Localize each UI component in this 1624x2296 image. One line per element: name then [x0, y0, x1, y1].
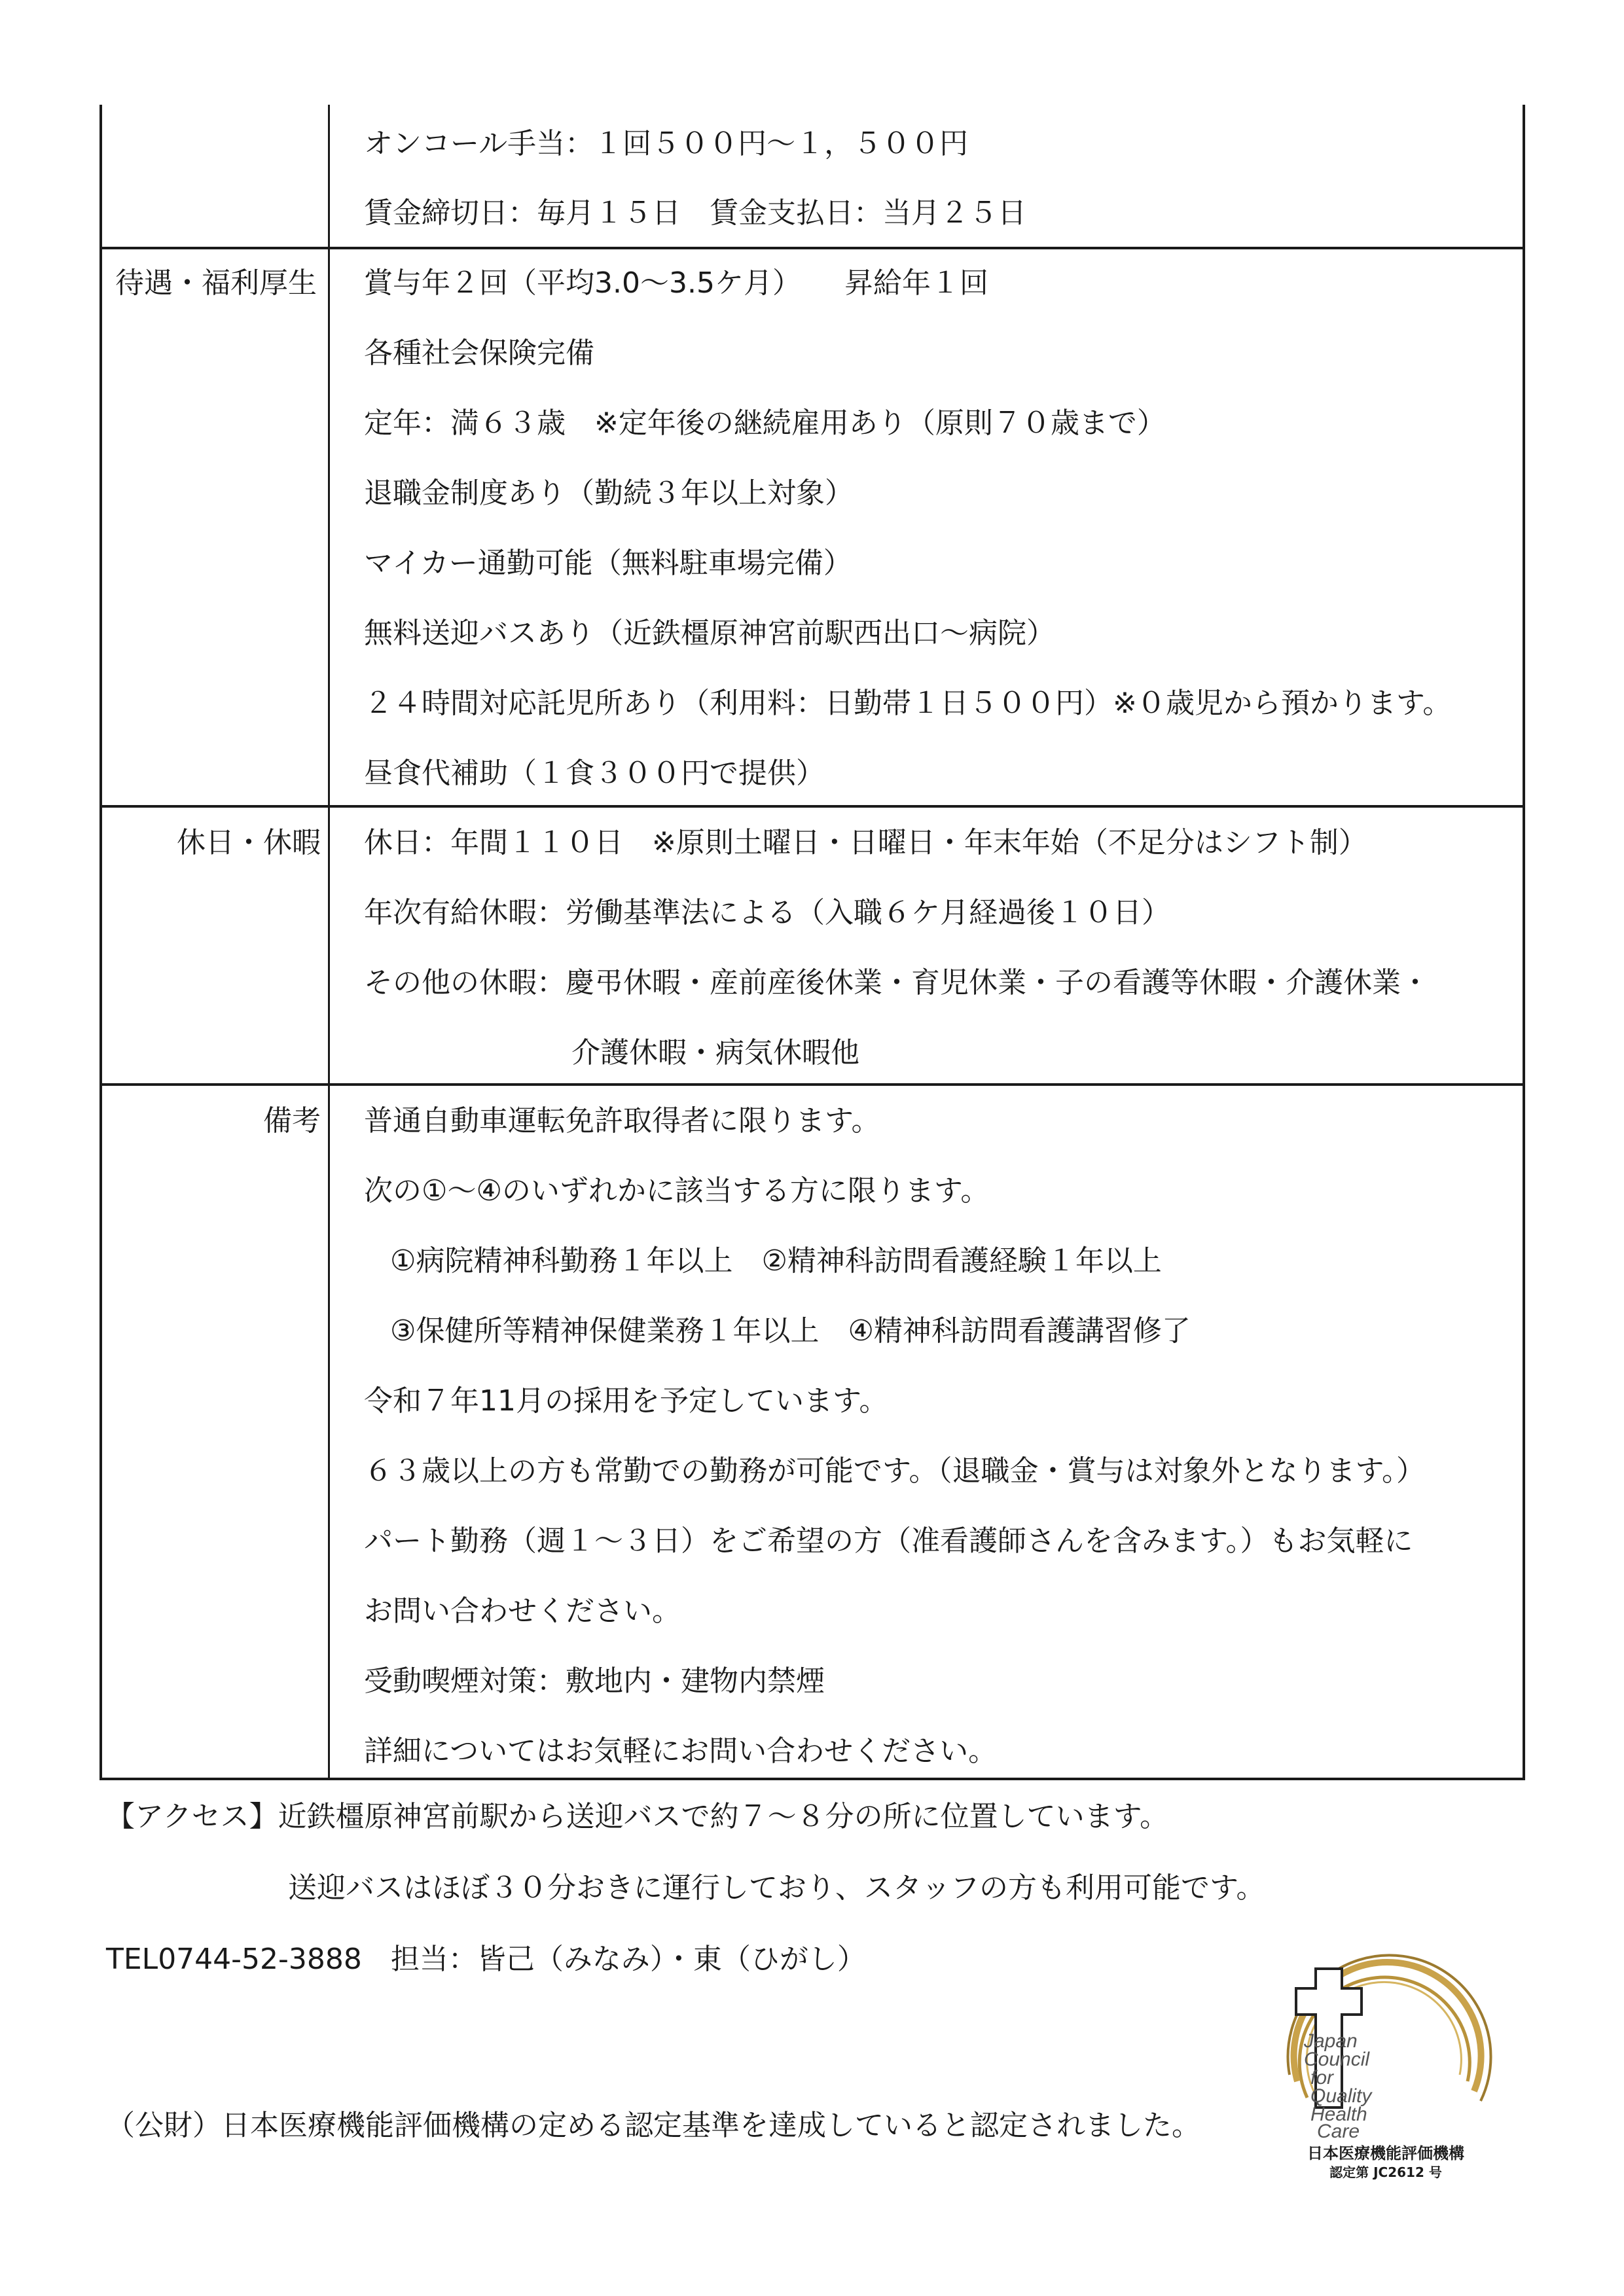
row-divider-holidays	[102, 805, 1523, 808]
holidays-line: 介護休暇・病気休暇他	[571, 1036, 859, 1069]
row-divider-remarks	[102, 1083, 1523, 1086]
remarks-line: 詳細についてはお気軽にお問い合わせください。	[364, 1734, 998, 1768]
benefits-line: 無料送迎バスあり（近鉄橿原神宮前駅西出口～病院）	[364, 617, 1055, 650]
contact-line: TEL0744-52-3888 担当：皆己（みなみ）・東（ひがし）	[106, 1943, 866, 1976]
logo-word: Quality	[1310, 2085, 1372, 2107]
benefits-line: 各種社会保険完備	[364, 336, 594, 370]
holidays-line: 休日：年間１１０日 ※原則土曜日・日曜日・年末年始（不足分はシフト制）	[364, 826, 1367, 859]
benefits-label: 待遇・福利厚生	[115, 266, 317, 300]
row-divider-benefits	[102, 247, 1523, 249]
benefits-line: マイカー通勤可能（無料駐車場完備）	[364, 547, 852, 580]
accreditation-logo	[1278, 1918, 1494, 2179]
benefits-line: 定年：満６３歳 ※定年後の継続雇用あり（原則７０歳まで）	[364, 406, 1166, 440]
remarks-line: ６３歳以上の方も常勤での勤務が可能です。（退職金・賞与は対象外となります。）	[364, 1454, 1425, 1488]
logo-word: Care	[1317, 2121, 1360, 2142]
logo-cert-number: 認定第 JC2612 号	[1329, 2164, 1442, 2179]
logo-word: Council	[1304, 2049, 1370, 2070]
column-divider	[328, 105, 330, 1778]
job-details-table	[99, 105, 1525, 1780]
logo-word: Health	[1310, 2104, 1367, 2125]
remarks-line: 普通自動車運転免許取得者に限ります。	[364, 1104, 880, 1138]
benefits-line: ２４時間対応託児所あり（利用料：日勤帯１日５００円）※０歳児から預かります。	[364, 687, 1452, 720]
remarks-line: 受動喫煙対策：敷地内・建物内禁煙	[364, 1664, 825, 1698]
logo-word: Japan	[1304, 2030, 1358, 2052]
certification-text: （公財）日本医療機能評価機構の定める認定基準を達成していると認定されました。	[106, 2109, 1200, 2142]
logo-word: for	[1310, 2067, 1334, 2089]
benefits-line: 退職金制度あり（勤続３年以上対象）	[364, 476, 854, 510]
remarks-line: パート勤務（週１～３日）をご希望の方（准看護師さんを含みます。）もお気軽に	[364, 1524, 1413, 1558]
benefits-line: 賞与年２回（平均3.0～3.5ケ月） 昇給年１回	[364, 266, 988, 300]
remarks-line: 令和７年11月の採用を予定しています。	[364, 1384, 888, 1418]
remarks-line: 次の①～④のいずれかに該当する方に限ります。	[364, 1174, 990, 1208]
pay-line-dates: 賃金締切日：毎月１５日 賃金支払日：当月２５日	[364, 196, 1026, 230]
access-line: 【アクセス】近鉄橿原神宮前駅から送迎バスで約７～８分の所に位置しています。	[106, 1800, 1169, 1833]
holidays-label: 休日・休暇	[177, 826, 321, 859]
remarks-label: 備考	[263, 1104, 321, 1138]
remarks-line: ③保健所等精神保健業務１年以上 ④精神科訪問看護講習修了	[390, 1314, 1191, 1348]
holidays-line: 年次有給休暇：労働基準法による（入職６ケ月経過後１０日）	[364, 896, 1170, 929]
pay-line-oncall: オンコール手当：１回５００円～１，５００円	[364, 127, 969, 160]
logo-org-name: 日本医療機能評価機構	[1307, 2144, 1464, 2162]
remarks-line: ①病院精神科勤務１年以上 ②精神科訪問看護経験１年以上	[390, 1244, 1162, 1278]
access-line: 送迎バスはほぼ３０分おきに運行しており、スタッフの方も利用可能です。	[288, 1871, 1265, 1905]
remarks-line: お問い合わせください。	[364, 1594, 681, 1628]
holidays-line: その他の休暇：慶弔休暇・産前産後休業・育児休業・子の看護等休暇・介護休業・	[364, 966, 1430, 999]
benefits-line: 昼食代補助（１食３００円で提供）	[364, 757, 825, 790]
